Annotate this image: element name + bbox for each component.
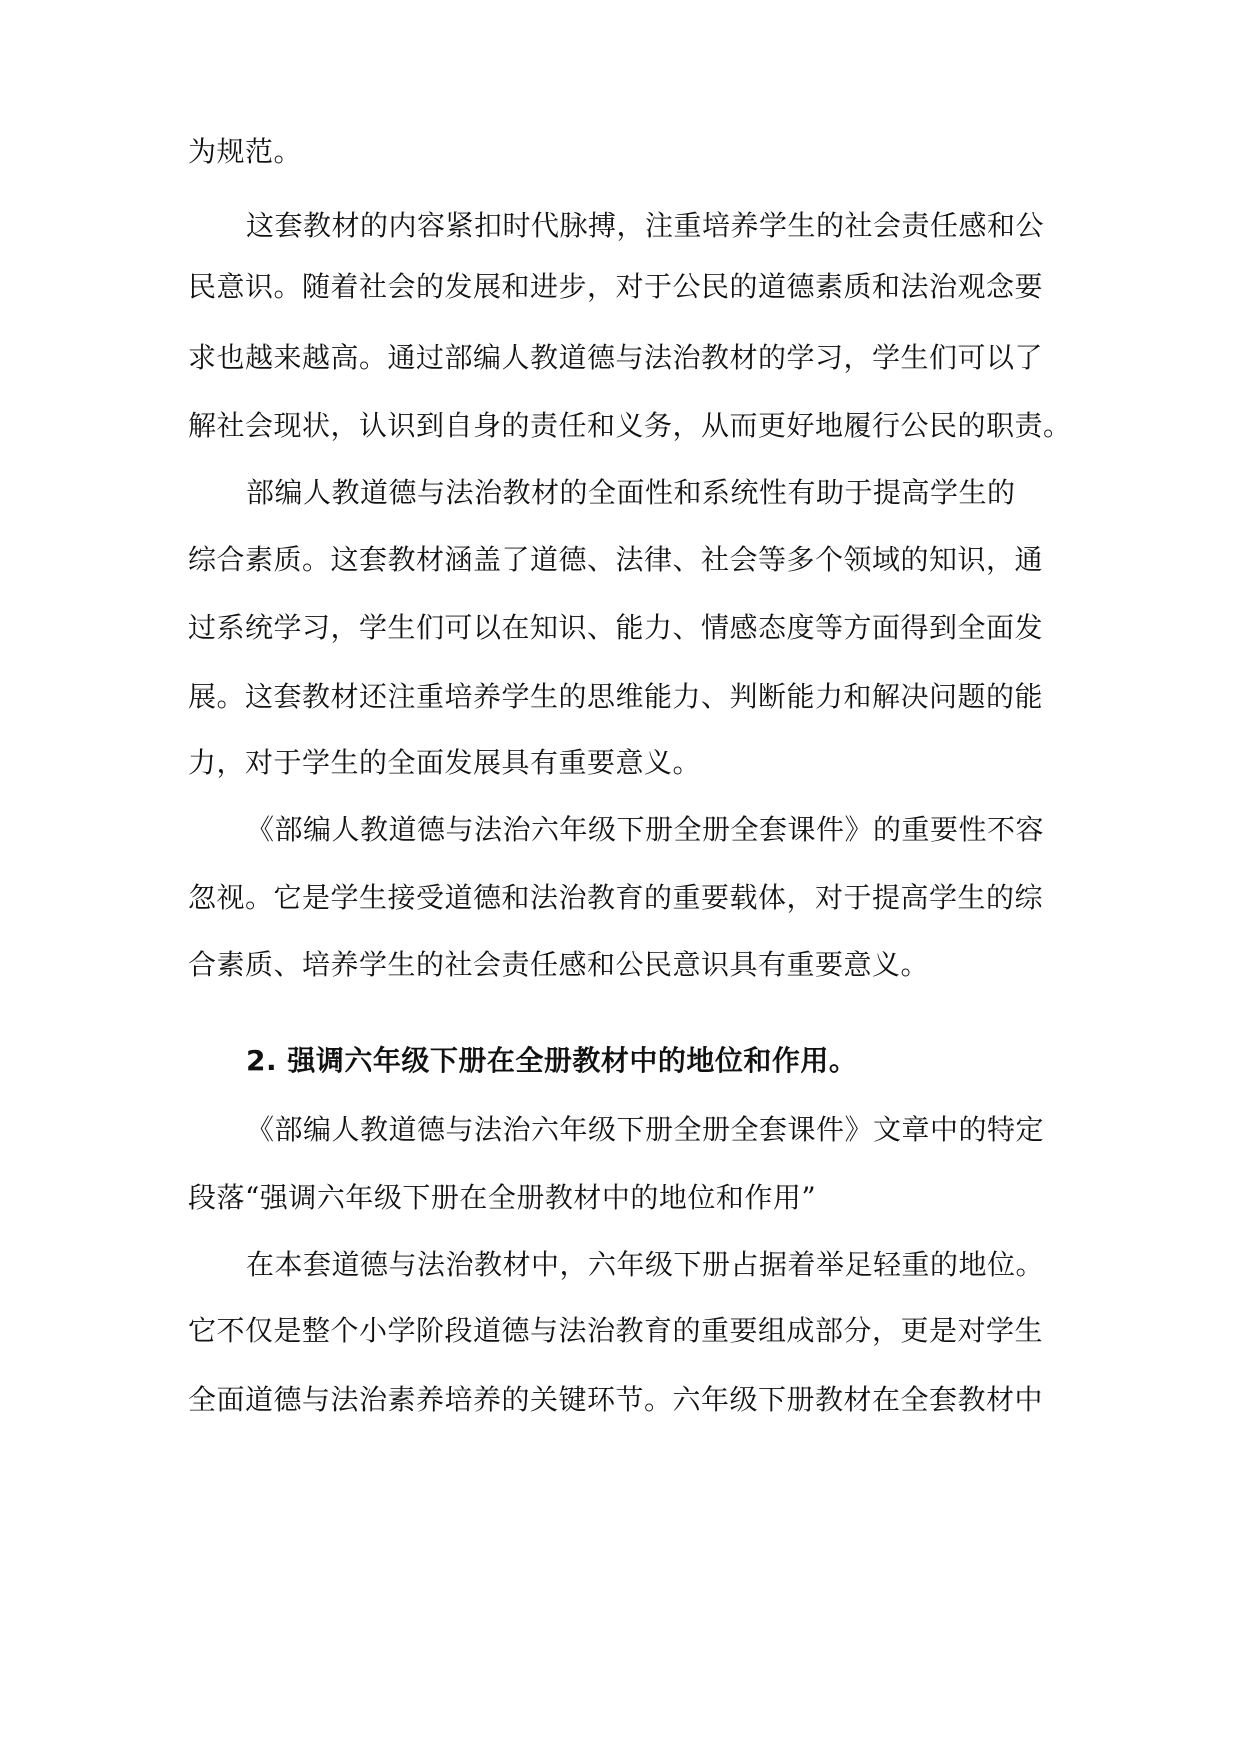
text-line: 过系统学习，学生们可以在知识、能力、情感态度等方面得到全面发 [188, 611, 1044, 644]
paragraph-first-line: 《部编人教道德与法治六年级下册全册全套课件》文章中的特定 [246, 1113, 1045, 1146]
paragraph-first-line: 在本套道德与法治教材中，六年级下册占据着举足轻重的地位。 [246, 1248, 1045, 1281]
text-line: 民意识。随着社会的发展和进步，对于公民的道德素质和法治观念要 [188, 270, 1044, 303]
text-line: 为规范。 [188, 135, 303, 168]
text-line: 求也越来越高。通过部编人教道德与法治教材的学习，学生们可以了 [188, 341, 1044, 374]
section-heading: 2. 强调六年级下册在全册教材中的地位和作用。 [246, 1044, 858, 1077]
text-line: 忽视。它是学生接受道德和法治教育的重要载体，对于提高学生的综 [188, 881, 1044, 914]
text-line: 全面道德与法治素养培养的关键环节。六年级下册教材在全套教材中 [188, 1383, 1044, 1416]
text-line: 它不仅是整个小学阶段道德与法治教育的重要组成部分，更是对学生 [188, 1314, 1044, 1347]
paragraph-first-line: 这套教材的内容紧扣时代脉搏，注重培养学生的社会责任感和公 [246, 209, 1045, 242]
text-line: 段落“强调六年级下册在全册教材中的地位和作用” [188, 1181, 817, 1214]
paragraph-first-line: 《部编人教道德与法治六年级下册全册全套课件》的重要性不容 [246, 813, 1045, 846]
paragraph-first-line: 部编人教道德与法治教材的全面性和系统性有助于提高学生的 [246, 476, 1016, 509]
text-line: 综合素质。这套教材涵盖了道德、法律、社会等多个领域的知识，通 [188, 543, 1044, 576]
text-line: 展。这套教材还注重培养学生的思维能力、判断能力和解决问题的能 [188, 680, 1044, 713]
text-line: 合素质、培养学生的社会责任感和公民意识具有重要意义。 [188, 948, 930, 981]
text-line: 力，对于学生的全面发展具有重要意义。 [188, 746, 702, 779]
text-line: 解社会现状，认识到自身的责任和义务，从而更好地履行公民的职责。 [188, 409, 1072, 442]
